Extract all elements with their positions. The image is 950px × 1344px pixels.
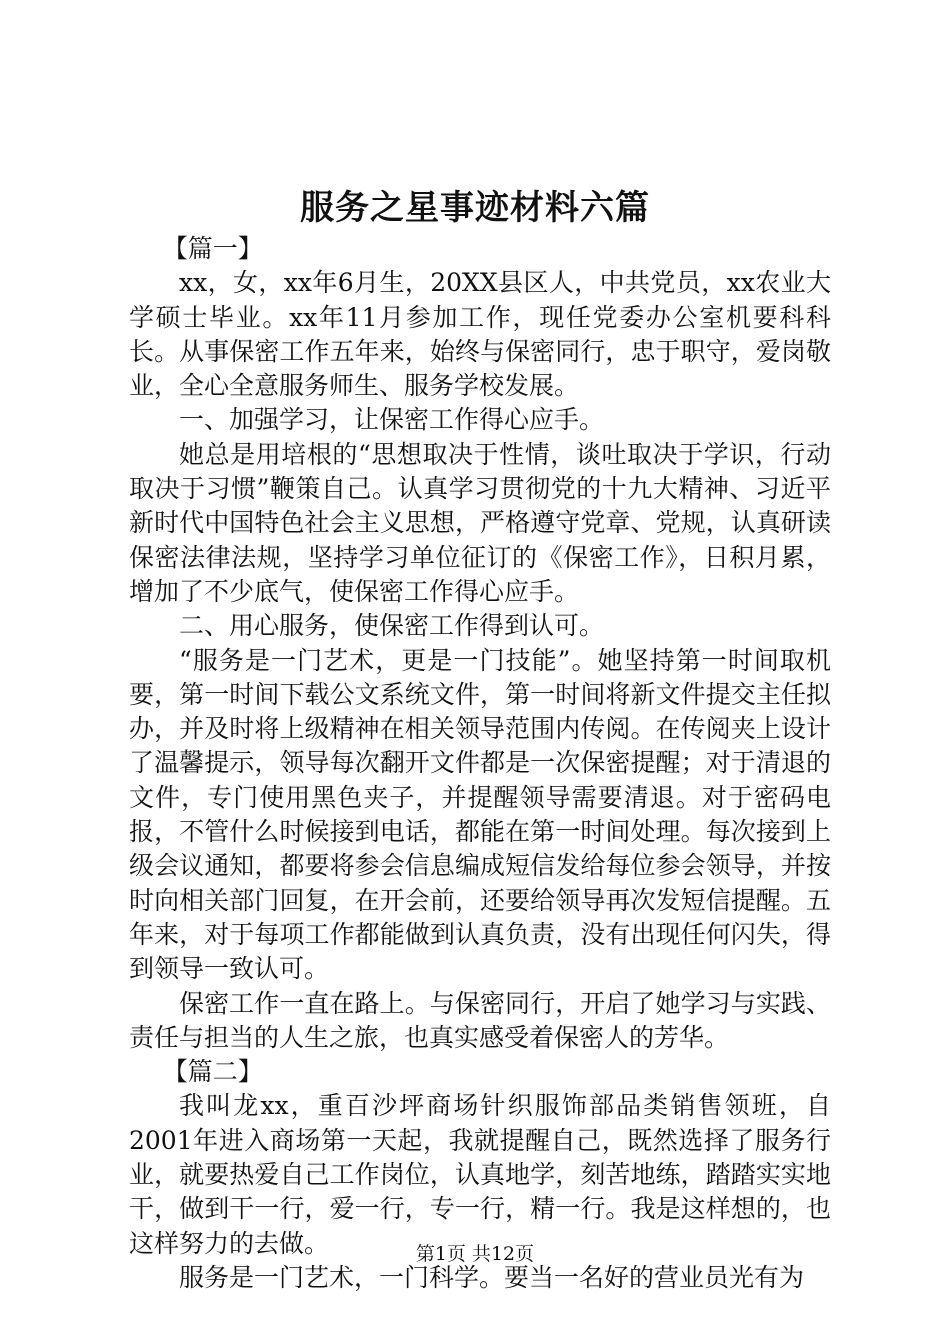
document-title: 服务之星事迹材料六篇 [300,188,650,228]
paragraph: 她总是用培根的“思想取决于性情，谈吐取决于学识，行动取决于习惯”鞭策自己。认真学习贯彻党的十九大精神、习近平新时代中国特色社会主义思想，严格遵守党章、党规，认真研读保密法律法规，坚持学习单位征订的《保密工作》，日积月累，增加了不少底气，使保密工作得心应手。 [129,439,831,606]
section-heading-2: 【篇二】 [162,1057,263,1087]
paragraph: 保密工作一直在路上。与保密同行，开启了她学习与实践、责任与担当的人生之旅，也真实感受着保密人的芳华。 [129,988,831,1052]
section-heading-1: 【篇一】 [162,234,263,263]
paragraph: 服务是一门艺术，一门科学。要当一名好的营业员光有为 [179,1262,805,1292]
paragraph: “服务是一门艺术，更是一门技能”。她坚持第一时间取机要，第一时间下载公文系统文件，第一时间将新文件提交主任拟办，并及时将上级精神在相关领导范围内传阅。在传阅夹上设计了温馨提示，领导每次翻开文件都是一次保密提醒；对于清退的文件，专门使用黑色夹子，并提醒领导需要清退。对于密码电报，不管什么时候接到电话，都能在第一时间处理。每次接到上级会议通知，都要将参会信息编成短信发给每位参会领导，并按时向相关部门回复，在开会前，还要给领导再次发短信提醒。五年来，对于每项工作都能做到认真负责，没有出现任何闪失，得到领导一致认可。 [129,645,831,984]
document-body [129,232,831,1295]
paragraph: 我叫龙xx，重百沙坪商场针织服饰部品类销售领班，自2001年进入商场第一天起，我就提醒自己，既然选择了服务行业，就要热爱自己工作岗位，认真地学，刻苦地练，踏踏实实地干，做到干一行，爱一行，专一行，精一行。我是这样想的，也这样努力的去做。 [129,1091,831,1258]
page-footer: 第1页 共12页 [415,1243,535,1265]
paragraph: xx，女，xx年6月生，20XX县区人，中共党员，xx农业大学硕士毕业。xx年11月参加工作，现任党委办公室机要科科长。从事保密工作五年来，始终与保密同行，忠于职守，爱岗敬业，全心全意服务师生、服务学校发展。 [129,268,831,401]
paragraph: 一、加强学习，让保密工作得心应手。 [179,405,605,435]
paragraph: 二、用心服务，使保密工作得到认可。 [179,611,605,641]
